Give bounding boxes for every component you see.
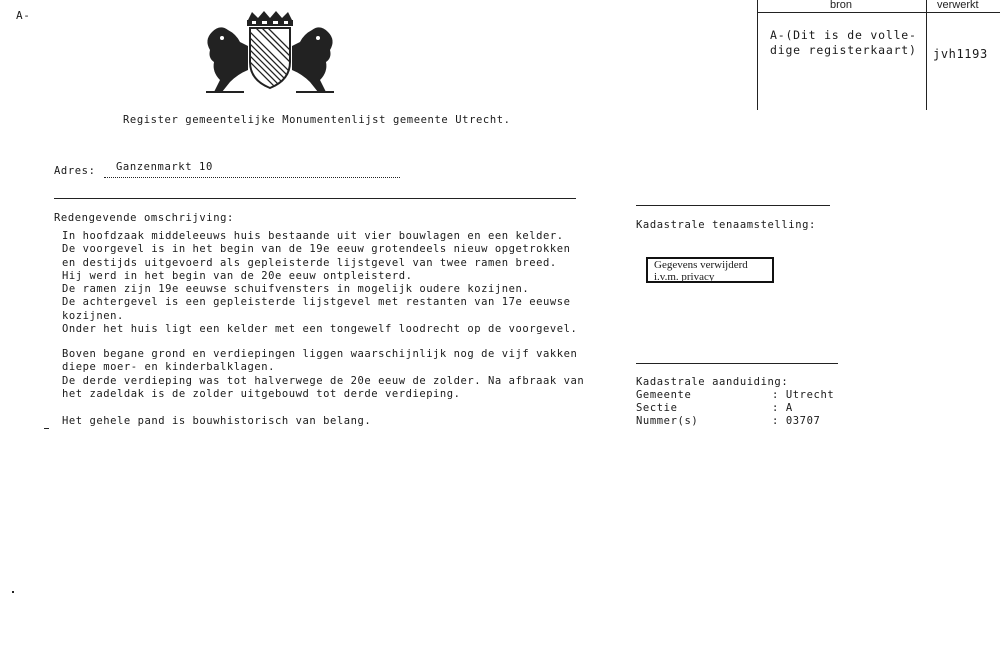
source-table xyxy=(757,0,1000,110)
divider-right-top xyxy=(636,205,830,206)
kadaster-value: : 03707 xyxy=(772,415,821,427)
text-line: In hoofdzaak middeleeuws huis bestaande uit vier bouwlagen en een kelder. xyxy=(62,230,564,242)
text-line: Hij werd in het begin van de 20e eeuw ontpleisterd. xyxy=(62,269,413,282)
lion-left-icon xyxy=(206,27,248,92)
lion-right-icon xyxy=(292,27,334,92)
page-marker: A- xyxy=(16,9,31,22)
description-closing: Het gehele pand is bouwhistorisch van belang. xyxy=(62,415,372,427)
bron-value-line1: A-(Dit is de volle- xyxy=(770,28,917,42)
address-label: Adres: xyxy=(54,165,96,177)
text-line: diepe moer- en kinderbalklagen. xyxy=(62,361,276,374)
kadaster-value: : A xyxy=(772,402,793,414)
aanduiding-heading: Kadastrale aanduiding: xyxy=(636,376,789,388)
register-title: Register gemeentelijke Monumentenlijst gemeente Utrecht. xyxy=(123,114,511,126)
tenaamstelling-heading: Kadastrale tenaamstelling: xyxy=(636,219,816,231)
address-value: Ganzenmarkt 10 xyxy=(116,161,213,173)
divider-right-mid xyxy=(636,363,838,364)
coat-of-arms-logo xyxy=(200,10,340,95)
verwerkt-value: jvh1193 xyxy=(933,47,988,61)
kadaster-label: Sectie xyxy=(636,402,678,414)
text-line: en destijds uitgevoerd als gepleisterde lijstgevel van twee ramen breed. xyxy=(62,256,557,269)
description-paragraph-1 xyxy=(62,230,577,336)
text-line: De voorgevel is in het begin van de 19e eeuw grotendeels nieuw opgetrokken xyxy=(62,243,571,256)
text-line: Boven begane grond en verdiepingen liggen waarschijnlijk nog de vijf vakken xyxy=(62,348,578,360)
privacy-notice: Gegevens verwijderd i.v.m. privacy xyxy=(646,257,774,283)
description-heading: Redengevende omschrijving: xyxy=(54,212,234,224)
text-line: kozijnen. xyxy=(62,309,124,322)
scan-mark xyxy=(44,428,49,429)
text-line: het zadeldak is de zolder uitgebouwd tot derde verdieping. xyxy=(62,387,461,400)
text-line: Onder het huis ligt een kelder met een tongewelf loodrecht op de voorgevel. xyxy=(62,323,578,336)
kadaster-label: Nummer(s) xyxy=(636,415,699,427)
text-line: De ramen zijn 19e eeuwse schuifvensters in mogelijk oudere kozijnen. xyxy=(62,283,530,296)
text-line: De derde verdieping was tot halverwege de 20e eeuw de zolder. Na afbraak van xyxy=(62,374,585,387)
shield-icon xyxy=(250,28,290,95)
bron-value-line2: dige registerkaart) xyxy=(770,43,917,57)
scan-mark xyxy=(12,591,14,593)
divider-left xyxy=(54,198,576,199)
description-paragraph-2 xyxy=(62,348,584,401)
kadaster-value: : Utrecht xyxy=(772,389,835,401)
crown-icon xyxy=(247,11,293,26)
verwerkt-header: verwerkt xyxy=(937,0,979,11)
bron-header: bron xyxy=(830,0,853,11)
text-line: De achtergevel is een gepleisterde lijstgevel met restanten van 17e eeuwse xyxy=(62,296,571,309)
kadaster-label: Gemeente xyxy=(636,389,692,401)
